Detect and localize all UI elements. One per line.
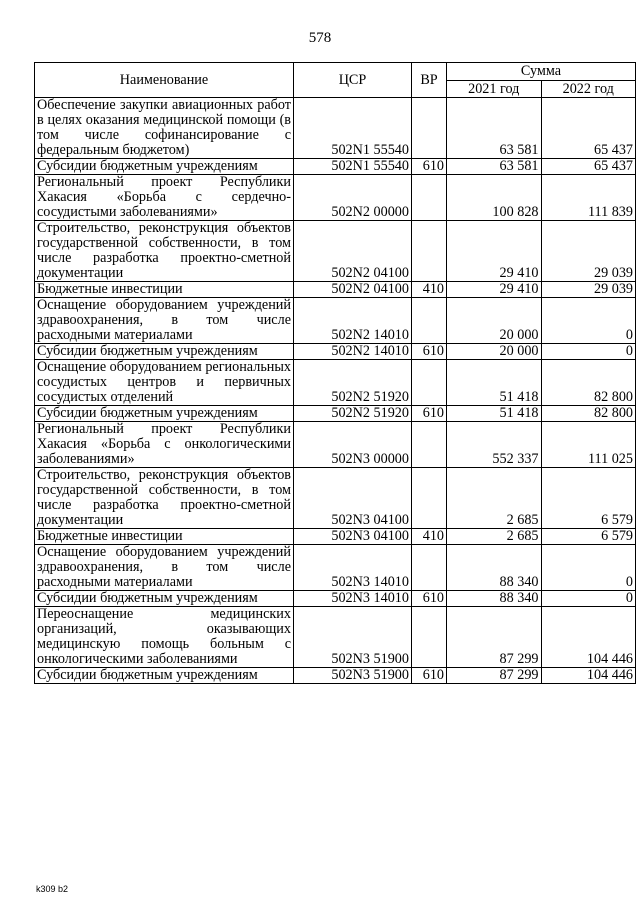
row-csr: 502N1 55540: [294, 159, 412, 175]
row-amount-2021: 51 418: [447, 360, 542, 406]
page-number: 578: [308, 30, 332, 46]
row-csr: 502N3 14010: [294, 545, 412, 591]
row-amount-2021: 2 685: [447, 529, 542, 545]
table-row: [35, 468, 636, 529]
table-row: [35, 98, 636, 159]
row-amount-2022: 0: [541, 591, 636, 607]
row-name: Оснащение оборудованием учреждений здравоохранения, в том числе расходными материалами: [35, 298, 294, 344]
header-csr: ЦСР: [294, 63, 412, 98]
row-csr: 502N3 14010: [294, 591, 412, 607]
row-vr: [412, 468, 447, 529]
row-amount-2021: 87 299: [447, 607, 542, 668]
row-amount-2021: 88 340: [447, 591, 542, 607]
row-name: Субсидии бюджетным учреждениям: [35, 591, 294, 607]
row-csr: 502N3 04100: [294, 529, 412, 545]
row-amount-2022: 82 800: [541, 360, 636, 406]
row-amount-2022: 0: [541, 545, 636, 591]
table-row: [35, 529, 636, 545]
row-vr: 410: [412, 282, 447, 298]
row-name: Бюджетные инвестиции: [35, 529, 294, 545]
row-amount-2022: 0: [541, 344, 636, 360]
row-csr: 502N3 00000: [294, 422, 412, 468]
row-vr: [412, 298, 447, 344]
row-name: Обеспечение закупки авиационных работ в целях оказания медицинской помощи (в том числе софинансирование с федеральным бюджетом): [35, 98, 294, 159]
table-row: [35, 159, 636, 175]
row-name: Субсидии бюджетным учреждениям: [35, 344, 294, 360]
table-row: [35, 344, 636, 360]
row-name: Строительство, реконструкция объектов государственной собственности, в том числе разработка проектно-сметной документации: [35, 468, 294, 529]
row-amount-2021: 20 000: [447, 298, 542, 344]
row-vr: [412, 360, 447, 406]
row-csr: 502N2 00000: [294, 175, 412, 221]
table-row: [35, 406, 636, 422]
row-name: Строительство, реконструкция объектов государственной собственности, в том числе разработка проектно-сметной документации: [35, 221, 294, 282]
row-amount-2021: 87 299: [447, 668, 542, 684]
row-amount-2022: 29 039: [541, 221, 636, 282]
row-amount-2021: 63 581: [447, 98, 542, 159]
row-name: Субсидии бюджетным учреждениям: [35, 406, 294, 422]
table-row: [35, 360, 636, 406]
row-name: Региональный проект Республики Хакасия «Борьба с онкологическими заболеваниями»: [35, 422, 294, 468]
header-vr: ВР: [412, 63, 447, 98]
header-year-2021: 2021 год: [447, 81, 542, 98]
row-amount-2022: 82 800: [541, 406, 636, 422]
table-row: [35, 607, 636, 668]
row-vr: [412, 607, 447, 668]
table-row: [35, 591, 636, 607]
row-vr: 410: [412, 529, 447, 545]
row-amount-2022: 6 579: [541, 529, 636, 545]
row-amount-2022: 104 446: [541, 668, 636, 684]
row-csr: 502N2 14010: [294, 344, 412, 360]
row-name: Оснащение оборудованием учреждений здравоохранения, в том числе расходными материалами: [35, 545, 294, 591]
row-csr: 502N1 55540: [294, 98, 412, 159]
row-amount-2021: 29 410: [447, 282, 542, 298]
row-amount-2022: 0: [541, 298, 636, 344]
table-row: [35, 422, 636, 468]
row-name: Региональный проект Республики Хакасия «Борьба с сердечно-сосудистыми заболеваниями»: [35, 175, 294, 221]
table-body: [35, 98, 636, 684]
table-row: [35, 221, 636, 282]
row-csr: 502N3 51900: [294, 668, 412, 684]
row-csr: 502N2 04100: [294, 282, 412, 298]
row-amount-2021: 63 581: [447, 159, 542, 175]
row-vr: 610: [412, 159, 447, 175]
row-amount-2022: 111 839: [541, 175, 636, 221]
row-amount-2022: 29 039: [541, 282, 636, 298]
row-name: Переоснащение медицинских организаций, оказывающих медицинскую помощь больным с онкологическими заболеваниями: [35, 607, 294, 668]
row-amount-2022: 65 437: [541, 98, 636, 159]
row-vr: [412, 175, 447, 221]
row-amount-2021: 51 418: [447, 406, 542, 422]
header-sum: Сумма: [447, 63, 636, 81]
row-vr: 610: [412, 591, 447, 607]
table-row: [35, 545, 636, 591]
table-header: [35, 63, 636, 98]
header-name: Наименование: [35, 63, 294, 98]
header-year-2022: 2022 год: [541, 81, 636, 98]
row-amount-2022: 6 579: [541, 468, 636, 529]
budget-table: [34, 62, 636, 684]
row-amount-2021: 20 000: [447, 344, 542, 360]
row-amount-2022: 104 446: [541, 607, 636, 668]
row-vr: 610: [412, 668, 447, 684]
row-vr: [412, 422, 447, 468]
table-row: [35, 175, 636, 221]
row-amount-2022: 111 025: [541, 422, 636, 468]
table-row: [35, 298, 636, 344]
row-csr: 502N3 51900: [294, 607, 412, 668]
row-csr: 502N2 04100: [294, 221, 412, 282]
table-row: [35, 668, 636, 684]
row-amount-2021: 2 685: [447, 468, 542, 529]
row-name: Субсидии бюджетным учреждениям: [35, 668, 294, 684]
row-csr: 502N2 14010: [294, 298, 412, 344]
row-vr: 610: [412, 344, 447, 360]
row-vr: [412, 545, 447, 591]
row-name: Субсидии бюджетным учреждениям: [35, 159, 294, 175]
row-amount-2022: 65 437: [541, 159, 636, 175]
table-row: [35, 282, 636, 298]
row-amount-2021: 552 337: [447, 422, 542, 468]
row-name: Оснащение оборудованием региональных сосудистых центров и первичных сосудистых отделений: [35, 360, 294, 406]
row-amount-2021: 100 828: [447, 175, 542, 221]
row-csr: 502N2 51920: [294, 360, 412, 406]
row-name: Бюджетные инвестиции: [35, 282, 294, 298]
row-csr: 502N3 04100: [294, 468, 412, 529]
row-amount-2021: 88 340: [447, 545, 542, 591]
row-csr: 502N2 51920: [294, 406, 412, 422]
document-code: k309 b2: [36, 884, 69, 894]
row-vr: 610: [412, 406, 447, 422]
row-amount-2021: 29 410: [447, 221, 542, 282]
row-vr: [412, 98, 447, 159]
row-vr: [412, 221, 447, 282]
